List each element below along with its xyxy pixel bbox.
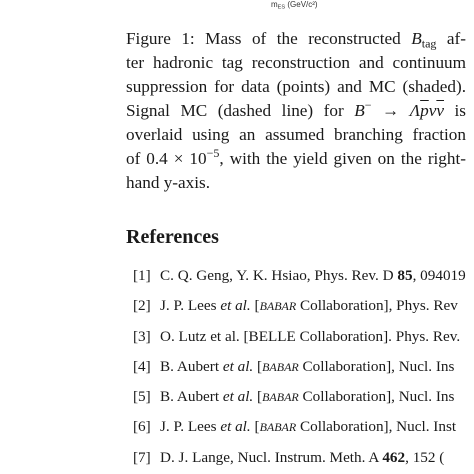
reference-number: [4] [133, 357, 151, 375]
caption-line-6 [126, 147, 466, 171]
reference-item [133, 261, 474, 291]
reference-text: J. P. Lees [160, 418, 221, 436]
reference-item [133, 443, 474, 473]
reference-text: [ [250, 297, 260, 315]
caption-symbol-nu: ν [428, 101, 437, 120]
figure-x-axis-label [271, 0, 318, 10]
caption-symbol-nubar: $\overline{\nu}$ [436, 101, 445, 120]
reference-number: [7] [133, 448, 151, 466]
reference-text: Collaboration], Nucl. Ins [298, 388, 455, 406]
reference-text: Collaboration], Nucl. Inst [296, 418, 457, 436]
reference-text: [ [253, 357, 263, 375]
reference-text: Collaboration], Nucl. Ins [298, 357, 455, 375]
reference-item [133, 291, 474, 321]
caption-symbol-pbar: $\overline{p}$ [420, 101, 429, 120]
reference-text: O. Lutz et al. [BELLE Collaboration]. Phys. Rev. [160, 327, 461, 345]
reference-collab: BABAR [259, 299, 297, 314]
reference-list [133, 261, 474, 473]
reference-text: Collaboration], Phys. Rev [296, 297, 458, 315]
reference-text: [ [250, 418, 260, 436]
reference-text: B. Aubert [160, 388, 223, 406]
reference-number: [5] [133, 388, 151, 406]
figure-caption [126, 27, 466, 195]
caption-sup-minus: − [364, 97, 372, 112]
caption-line-3: suppression for data (points) and MC (shaded). [126, 77, 466, 96]
reference-text: J. P. Lees [160, 297, 221, 315]
axis-label-unit: (GeV/c²) [285, 0, 318, 9]
caption-line-5: overlaid using an assumed branching fraction [126, 125, 466, 144]
caption-text: Signal MC (dashed line) for [126, 101, 355, 120]
caption-text: of 0.4 × 10 [126, 149, 207, 168]
reference-number: [1] [133, 267, 151, 284]
reference-text: [ [253, 388, 263, 406]
reference-text: , 152 ( [405, 448, 445, 466]
reference-item [133, 412, 474, 442]
caption-sub-tag: tag [421, 36, 437, 51]
reference-number: [3] [133, 327, 151, 345]
reference-item [133, 382, 474, 412]
caption-text: af- [436, 29, 466, 48]
reference-etal: et al. [220, 297, 251, 315]
reference-volume: 85 [397, 267, 413, 284]
reference-text: C. Q. Geng, Y. K. Hsiao, Phys. Rev. D [160, 267, 398, 284]
reference-volume: 462 [382, 448, 406, 466]
axis-label-sub: ES [277, 4, 286, 11]
reference-collab: BABAR [262, 359, 299, 374]
reference-etal: et al. [220, 418, 251, 436]
reference-etal: et al. [222, 388, 254, 406]
caption-line-2: ter hadronic tag reconstruction and continuum [126, 53, 466, 72]
axis-label-m: m [271, 0, 278, 9]
caption-line-7: hand y-axis. [126, 173, 211, 192]
reference-text: D. J. Lange, Nucl. Instrum. Meth. A [160, 448, 383, 466]
caption-symbol-b: B [411, 29, 422, 48]
caption-line-4 [126, 99, 466, 123]
caption-symbol-lambda: Λ [409, 101, 421, 120]
reference-collab: BABAR [262, 390, 299, 405]
reference-text: B. Aubert [160, 357, 223, 375]
caption-arrow: → [371, 101, 410, 120]
caption-text: Figure 1: Mass of the reconstructed [126, 29, 412, 48]
caption-exponent: −5 [206, 145, 220, 160]
reference-number: [6] [133, 418, 151, 436]
caption-line-1 [126, 27, 466, 51]
reference-collab: BABAR [259, 420, 297, 435]
caption-symbol-b: B [354, 101, 365, 120]
references-heading: References [126, 226, 219, 248]
caption-text: , with the yield given on the right- [219, 149, 466, 168]
reference-text: , 094019 [412, 267, 466, 284]
reference-item [133, 352, 474, 382]
reference-etal: et al. [222, 357, 254, 375]
reference-item [133, 322, 474, 352]
reference-number: [2] [133, 297, 151, 315]
caption-text: is [444, 101, 466, 120]
